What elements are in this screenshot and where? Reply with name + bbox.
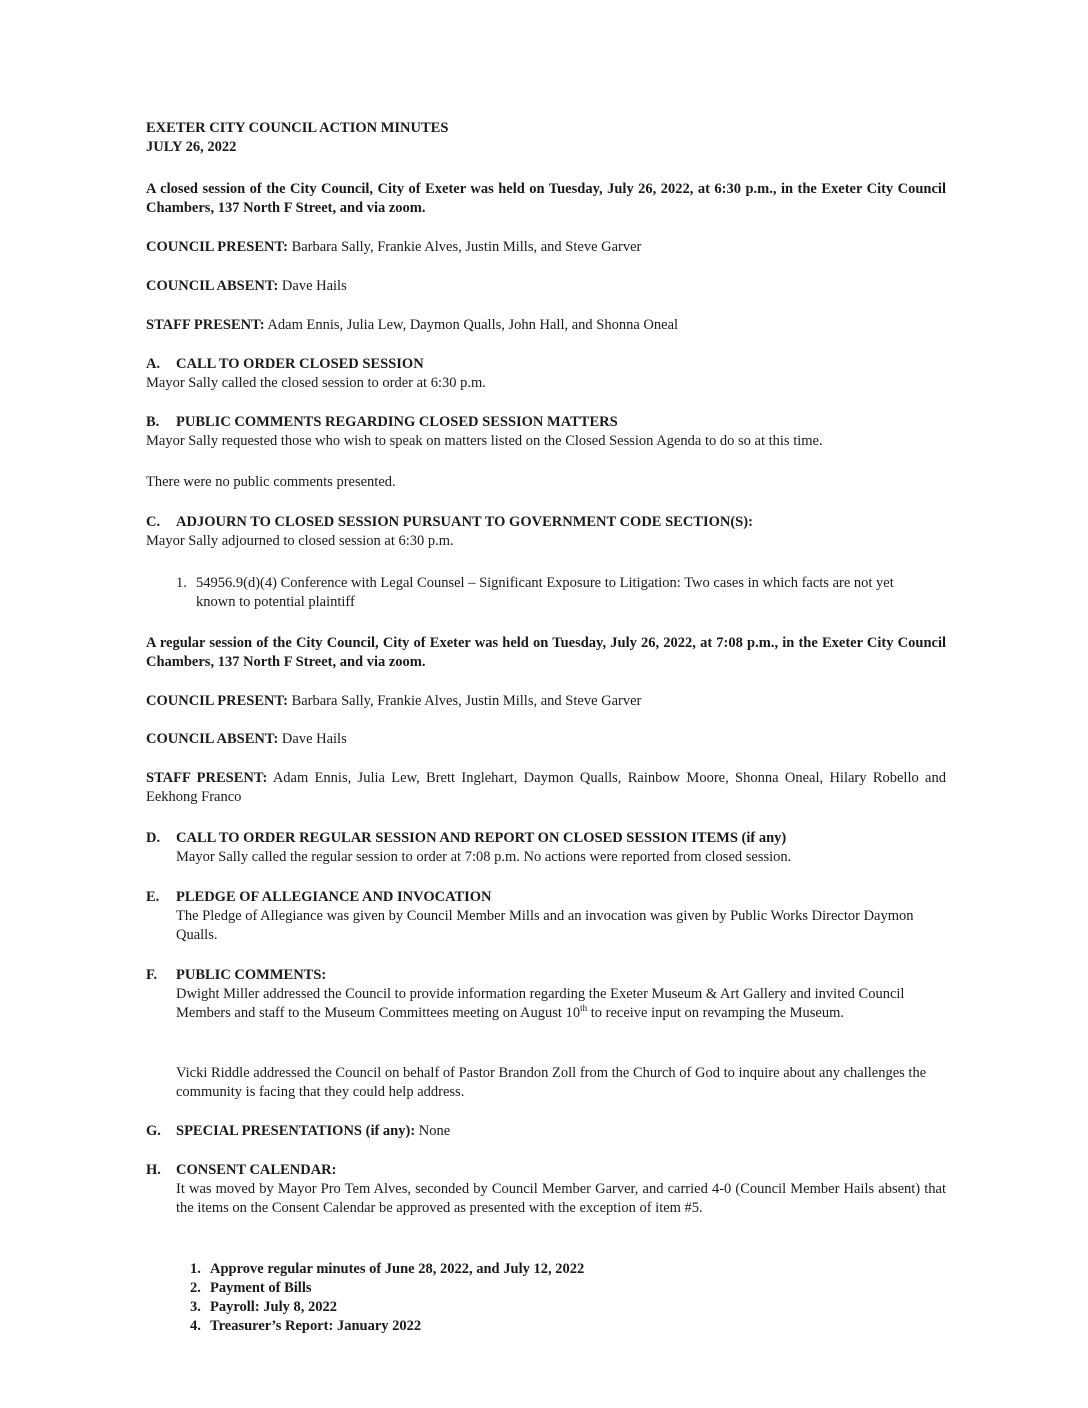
closed-council-absent [146, 277, 946, 296]
section-d [146, 829, 946, 867]
section-a-heading: A. CALL TO ORDER CLOSED SESSION [146, 356, 424, 372]
section-a [146, 355, 946, 393]
section-c-heading: C. ADJOURN TO CLOSED SESSION PURSUANT TO GOVERNMENT CODE SECTION(S): [146, 514, 753, 530]
label: COUNCIL PRESENT: [146, 239, 288, 255]
section-h-body: It was moved by Mayor Pro Tem Alves, seconded by Council Member Garver, and carried 4-0 (Council Member Hails absent) that the items on the Consent Calendar be approved as presented with the exception of item #5. [176, 1181, 946, 1216]
section-f-body-2: Vicki Riddle addressed the Council on behalf of Pastor Brandon Zoll from the Church of God to inquire about any challenges the community is facing that they could help address. [176, 1065, 927, 1100]
section-e-body: The Pledge of Allegiance was given by Council Member Mills and an invocation was given by Public Works Director Daymon Qualls. [176, 908, 914, 943]
document-title [146, 119, 946, 157]
value: Adam Ennis, Julia Lew, Daymon Qualls, John Hall, and Shonna Oneal [267, 317, 679, 333]
label: COUNCIL ABSENT: [146, 731, 279, 747]
section-b-body-2: There were no public comments presented. [146, 474, 396, 490]
consent-item: 4. Treasurer’s Report: January 2022 [190, 1318, 422, 1334]
section-e-heading: E. PLEDGE OF ALLEGIANCE AND INVOCATION [146, 889, 492, 905]
consent-item: 2. Payment of Bills [190, 1280, 312, 1296]
label: STAFF PRESENT: [146, 317, 265, 333]
section-c-item-1: 1. 54956.9(d)(4) Conference with Legal Counsel – Significant Exposure to Litigation: Two cases in which facts are not yet known to potential plaintiff [176, 575, 894, 610]
label: COUNCIL ABSENT: [146, 278, 279, 294]
value: Adam Ennis, Julia Lew, Brett Inglehart, Daymon Qualls, Rainbow Moore, Shonna Oneal, Hilary Robello and Eekhong Franco [146, 770, 946, 805]
section-b-heading: B. PUBLIC COMMENTS REGARDING CLOSED SESSION MATTERS [146, 414, 618, 430]
label: STAFF PRESENT: [146, 770, 268, 786]
section-c [146, 513, 946, 551]
section-g: G. SPECIAL PRESENTATIONS (if any): None [146, 1123, 451, 1139]
closed-staff-present [146, 316, 946, 335]
closed-session-intro: A closed session of the City Council, City of Exeter was held on Tuesday, July 26, 2022, at 6:30 p.m., in the Exeter City Council Chambers, 137 North F Street, and via zoom. [146, 181, 946, 216]
section-d-heading: D. CALL TO ORDER REGULAR SESSION AND REPORT ON CLOSED SESSION ITEMS (if any) [146, 830, 787, 846]
regular-council-present [146, 692, 946, 711]
section-b-body: Mayor Sally requested those who wish to speak on matters listed on the Closed Session Agenda to do so at this time. [146, 433, 823, 449]
label: COUNCIL PRESENT: [146, 693, 288, 709]
value: Dave Hails [281, 731, 347, 747]
title-line-2: JULY 26, 2022 [146, 139, 237, 155]
consent-item: 3. Payroll: July 8, 2022 [190, 1299, 338, 1315]
section-f-body: Dwight Miller addressed the Council to provide information regarding the Exeter Museum & Art Gallery and invited Council Members and staff to the Museum Committees meeting on August 10th to receive input on revamping the Museum. [176, 986, 905, 1021]
regular-council-absent [146, 730, 946, 749]
value: Barbara Sally, Frankie Alves, Justin Mills, and Steve Garver [291, 239, 642, 255]
value: Barbara Sally, Frankie Alves, Justin Mills, and Steve Garver [291, 693, 642, 709]
section-c-item-text: 54956.9(d)(4) Conference with Legal Counsel – Significant Exposure to Litigation: Two cases in which facts are not yet known to potential plaintiff [196, 575, 894, 610]
section-h-heading: H. CONSENT CALENDAR: [146, 1162, 337, 1178]
section-c-body: Mayor Sally adjourned to closed session at 6:30 p.m. [146, 533, 454, 549]
regular-staff-present [146, 769, 946, 807]
section-a-body: Mayor Sally called the closed session to order at 6:30 p.m. [146, 375, 486, 391]
consent-item: 1. Approve regular minutes of June 28, 2022, and July 12, 2022 [190, 1261, 585, 1277]
title-line-1: EXETER CITY COUNCIL ACTION MINUTES [146, 120, 449, 136]
section-b [146, 413, 946, 451]
section-f-heading: F. PUBLIC COMMENTS: [146, 967, 327, 983]
value: Dave Hails [281, 278, 347, 294]
closed-council-present [146, 238, 946, 257]
section-g-value: None [418, 1123, 451, 1139]
section-d-body: Mayor Sally called the regular session to order at 7:08 p.m. No actions were reported from closed session. [176, 849, 792, 865]
regular-session-intro: A regular session of the City Council, City of Exeter was held on Tuesday, July 26, 2022, at 7:08 p.m., in the Exeter City Council Chambers, 137 North F Street, and via zoom. [146, 635, 946, 670]
